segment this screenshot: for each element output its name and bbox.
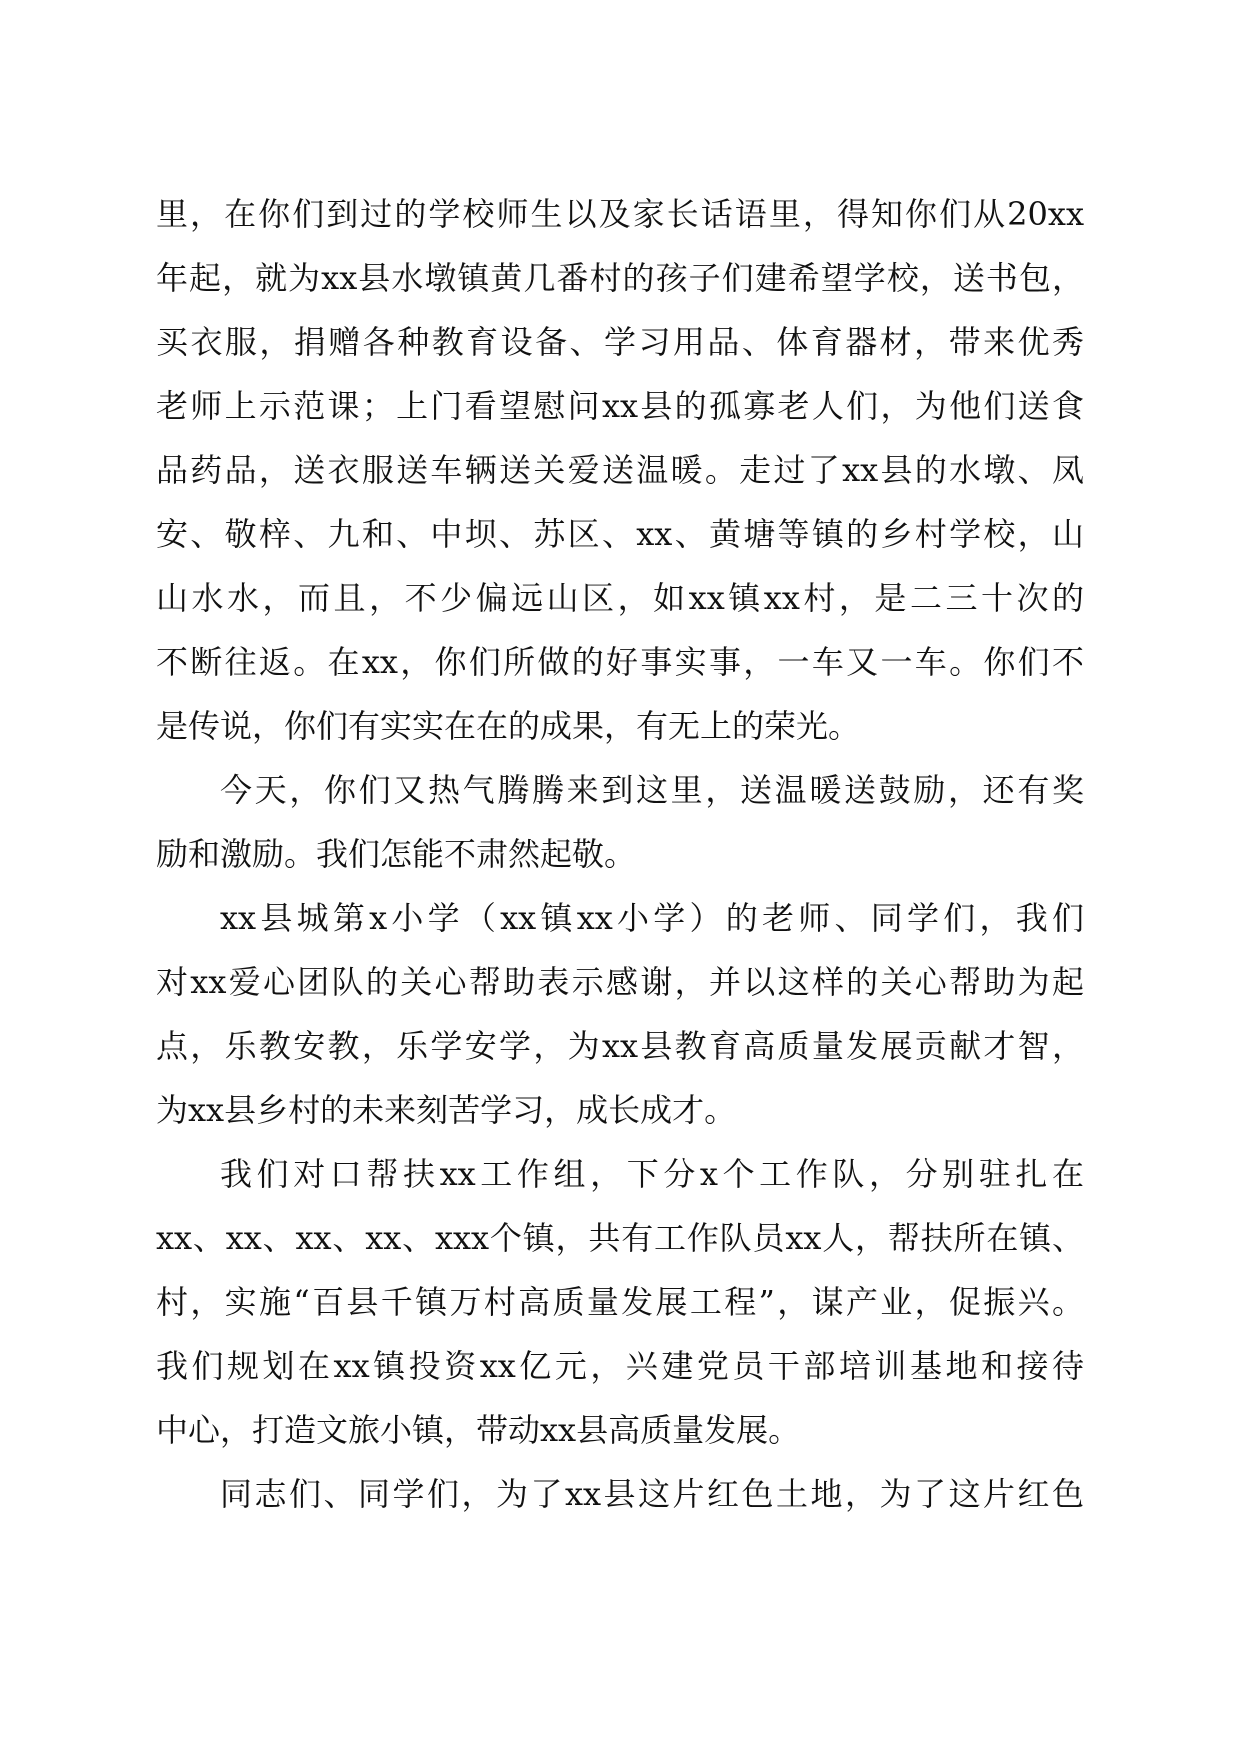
- text-line: xx、xx、xx、xx、xxx个镇，共有工作队员xx人，帮扶所在镇、: [156, 1219, 1084, 1257]
- paragraph-3: [156, 886, 1084, 1142]
- text-line: 老师上示范课；上门看望慰问xx县的孤寡老人们，为他们送食: [156, 387, 1084, 425]
- text-line: 中心，打造文旅小镇，带动xx县高质量发展。: [156, 1411, 801, 1449]
- paragraph-2: [156, 758, 1084, 886]
- text-line: 今天，你们又热气腾腾来到这里，送温暖送鼓励，还有奖: [220, 771, 1084, 809]
- paragraph-4: [156, 1142, 1084, 1462]
- text-line: 不断往返。在xx，你们所做的好事实事，一车又一车。你们不: [156, 643, 1084, 681]
- text-line: 点，乐教安教，乐学安学，为xx县教育高质量发展贡献才智，: [156, 1027, 1084, 1065]
- text-line: 是传说，你们有实实在在的成果，有无上的荣光。: [156, 707, 861, 745]
- text-line: 为xx县乡村的未来刻苦学习，成长成才。: [156, 1091, 737, 1129]
- text-line: 安、敬梓、九和、中坝、苏区、xx、黄塘等镇的乡村学校，山: [156, 515, 1084, 553]
- paragraph-1: [156, 182, 1084, 758]
- text-line: 年起，就为xx县水墩镇黄几番村的孩子们建希望学校，送书包，: [156, 259, 1084, 297]
- text-line: 同志们、同学们，为了xx县这片红色土地，为了这片红色: [220, 1475, 1084, 1513]
- text-line: 我们对口帮扶xx工作组，下分x个工作队，分别驻扎在: [220, 1155, 1084, 1193]
- text-line: 我们规划在xx镇投资xx亿元，兴建党员干部培训基地和接待: [156, 1347, 1084, 1385]
- text-line: 励和激励。我们怎能不肃然起敬。: [156, 835, 637, 873]
- text-line: 山水水，而且，不少偏远山区，如xx镇xx村，是二三十次的: [156, 579, 1084, 617]
- text-line: 买衣服，捐赠各种教育设备、学习用品、体育器材，带来优秀: [156, 323, 1084, 361]
- text-line: 里，在你们到过的学校师生以及家长话语里，得知你们从20xx: [156, 195, 1084, 233]
- paragraph-5: [156, 1462, 1084, 1526]
- text-line: 品药品，送衣服送车辆送关爱送温暖。走过了xx县的水墩、凤: [156, 451, 1084, 489]
- text-line: 村，实施“百县千镇万村高质量发展工程”，谋产业，促振兴。: [156, 1283, 1084, 1321]
- text-line: 对xx爱心团队的关心帮助表示感谢，并以这样的关心帮助为起: [156, 963, 1084, 1001]
- text-line: xx县城第x小学（xx镇xx小学）的老师、同学们，我们: [220, 899, 1084, 937]
- document-body: [156, 182, 1084, 1526]
